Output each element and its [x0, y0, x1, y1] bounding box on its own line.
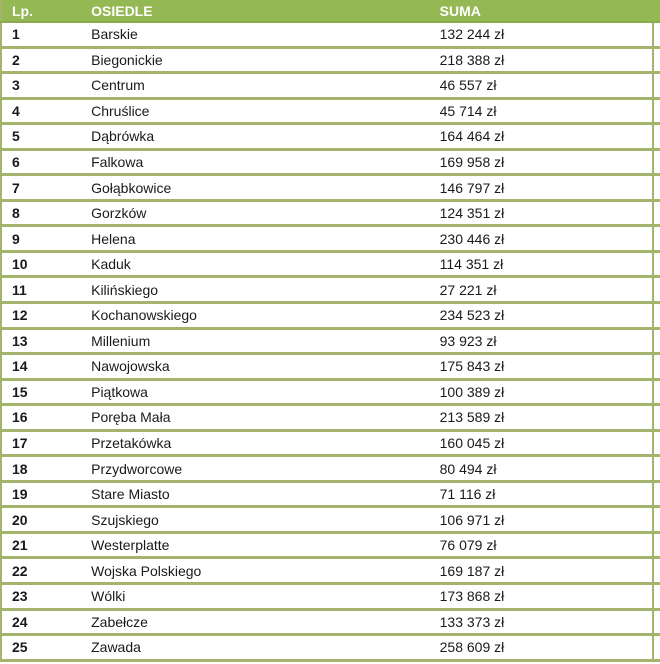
- suma-cell: 173 868 zł: [430, 584, 653, 610]
- suma-cell: 46 557 zł: [430, 73, 653, 99]
- lp-cell: 23: [1, 584, 81, 610]
- suma-cell: 169 958 zł: [430, 149, 653, 175]
- header-cell-lp: Lp.: [1, 0, 81, 22]
- lp-cell: 14: [1, 354, 81, 380]
- header-cell-osiedle: OSIEDLE: [81, 0, 430, 22]
- table-row: [1, 481, 660, 507]
- osiedle-cell: Biegonickie: [81, 47, 430, 73]
- osiedle-cell: Szujskiego: [81, 507, 430, 533]
- lp-cell: 18: [1, 456, 81, 482]
- osiedle-cell: Westerplatte: [81, 532, 430, 558]
- table-row: [1, 226, 660, 252]
- spacer-cell: [653, 251, 660, 277]
- table-row: [1, 200, 660, 226]
- lp-cell: 8: [1, 200, 81, 226]
- lp-cell: 17: [1, 430, 81, 456]
- osiedle-cell: Centrum: [81, 73, 430, 99]
- lp-cell: 5: [1, 124, 81, 150]
- suma-cell: 106 971 zł: [430, 507, 653, 533]
- suma-cell: 146 797 zł: [430, 175, 653, 201]
- table-row: [1, 609, 660, 635]
- osiedle-cell: Millenium: [81, 328, 430, 354]
- table-row: [1, 379, 660, 405]
- osiedle-cell: Gorzków: [81, 200, 430, 226]
- table-row: [1, 303, 660, 329]
- spacer-cell: [653, 584, 660, 610]
- lp-cell: 25: [1, 635, 81, 661]
- spacer-cell: [653, 635, 660, 661]
- spacer-cell: [653, 379, 660, 405]
- lp-cell: 2: [1, 47, 81, 73]
- table-row: [1, 354, 660, 380]
- spacer-cell: [653, 507, 660, 533]
- osiedle-cell: Barskie: [81, 22, 430, 47]
- suma-cell: 114 351 zł: [430, 251, 653, 277]
- lp-cell: 20: [1, 507, 81, 533]
- table-row: [1, 277, 660, 303]
- suma-cell: 230 446 zł: [430, 226, 653, 252]
- lp-cell: 12: [1, 303, 81, 329]
- lp-cell: 3: [1, 73, 81, 99]
- spacer-cell: [653, 200, 660, 226]
- spacer-cell: [653, 98, 660, 124]
- table-row: [1, 175, 660, 201]
- osiedle-cell: Helena: [81, 226, 430, 252]
- lp-cell: 6: [1, 149, 81, 175]
- table-row: [1, 558, 660, 584]
- osiedle-cell: Zawada: [81, 635, 430, 661]
- spacer-cell: [653, 303, 660, 329]
- table-row: [1, 149, 660, 175]
- suma-cell: 80 494 zł: [430, 456, 653, 482]
- table-body: [1, 22, 660, 660]
- table-row: [1, 22, 660, 47]
- osiedle-cell: Wólki: [81, 584, 430, 610]
- spacer-cell: [653, 558, 660, 584]
- table-row: [1, 430, 660, 456]
- osiedle-cell: Falkowa: [81, 149, 430, 175]
- osiedle-cell: Stare Miasto: [81, 481, 430, 507]
- suma-cell: 175 843 zł: [430, 354, 653, 380]
- lp-cell: 22: [1, 558, 81, 584]
- spacer-cell: [653, 328, 660, 354]
- spacer-cell: [653, 609, 660, 635]
- table-row: [1, 584, 660, 610]
- lp-cell: 9: [1, 226, 81, 252]
- suma-cell: 93 923 zł: [430, 328, 653, 354]
- suma-cell: 124 351 zł: [430, 200, 653, 226]
- osiedle-cell: Chruślice: [81, 98, 430, 124]
- table-header: [1, 0, 660, 22]
- osiedle-cell: Kochanowskiego: [81, 303, 430, 329]
- suma-cell: 76 079 zł: [430, 532, 653, 558]
- lp-cell: 7: [1, 175, 81, 201]
- spacer-cell: [653, 405, 660, 431]
- table-row: [1, 251, 660, 277]
- table-row: [1, 47, 660, 73]
- osiedle-cell: Przetakówka: [81, 430, 430, 456]
- table-row: [1, 73, 660, 99]
- spacer-cell: [653, 481, 660, 507]
- osiedle-cell: Dąbrówka: [81, 124, 430, 150]
- spacer-cell: [653, 22, 660, 47]
- spacer-cell: [653, 532, 660, 558]
- spacer-cell: [653, 73, 660, 99]
- table-row: [1, 405, 660, 431]
- spacer-cell: [653, 430, 660, 456]
- lp-cell: 1: [1, 22, 81, 47]
- suma-cell: 258 609 zł: [430, 635, 653, 661]
- suma-cell: 132 244 zł: [430, 22, 653, 47]
- suma-cell: 160 045 zł: [430, 430, 653, 456]
- suma-cell: 234 523 zł: [430, 303, 653, 329]
- suma-cell: 71 116 zł: [430, 481, 653, 507]
- table-row: [1, 456, 660, 482]
- lp-cell: 24: [1, 609, 81, 635]
- lp-cell: 16: [1, 405, 81, 431]
- lp-cell: 19: [1, 481, 81, 507]
- lp-cell: 10: [1, 251, 81, 277]
- suma-cell: 164 464 zł: [430, 124, 653, 150]
- osiedle-cell: Nawojowska: [81, 354, 430, 380]
- table-row: [1, 124, 660, 150]
- header-row: [1, 0, 660, 22]
- osiedle-cell: Gołąbkowice: [81, 175, 430, 201]
- spacer-cell: [653, 149, 660, 175]
- table-row: [1, 98, 660, 124]
- suma-cell: 169 187 zł: [430, 558, 653, 584]
- spacer-cell: [653, 47, 660, 73]
- header-cell-suma: SUMA: [430, 0, 653, 22]
- lp-cell: 21: [1, 532, 81, 558]
- osiedle-cell: Poręba Mała: [81, 405, 430, 431]
- suma-cell: 100 389 zł: [430, 379, 653, 405]
- lp-cell: 13: [1, 328, 81, 354]
- spacer-cell: [653, 456, 660, 482]
- suma-cell: 45 714 zł: [430, 98, 653, 124]
- osiedle-cell: Kaduk: [81, 251, 430, 277]
- spacer-cell: [653, 277, 660, 303]
- lp-cell: 4: [1, 98, 81, 124]
- osiedle-cell: Piątkowa: [81, 379, 430, 405]
- suma-cell: 133 373 zł: [430, 609, 653, 635]
- osiedle-cell: Zabełcze: [81, 609, 430, 635]
- spacer-cell: [653, 124, 660, 150]
- suma-cell: 218 388 zł: [430, 47, 653, 73]
- table-row: [1, 635, 660, 661]
- table-row: [1, 507, 660, 533]
- suma-cell: 213 589 zł: [430, 405, 653, 431]
- osiedle-cell: Kilińskiego: [81, 277, 430, 303]
- lp-cell: 11: [1, 277, 81, 303]
- table-row: [1, 532, 660, 558]
- header-cell-spacer: [653, 0, 660, 22]
- suma-cell: 27 221 zł: [430, 277, 653, 303]
- lp-cell: 15: [1, 379, 81, 405]
- osiedle-cell: Przydworcowe: [81, 456, 430, 482]
- spacer-cell: [653, 175, 660, 201]
- spacer-cell: [653, 226, 660, 252]
- osiedle-cell: Wojska Polskiego: [81, 558, 430, 584]
- spacer-cell: [653, 354, 660, 380]
- table-row: [1, 328, 660, 354]
